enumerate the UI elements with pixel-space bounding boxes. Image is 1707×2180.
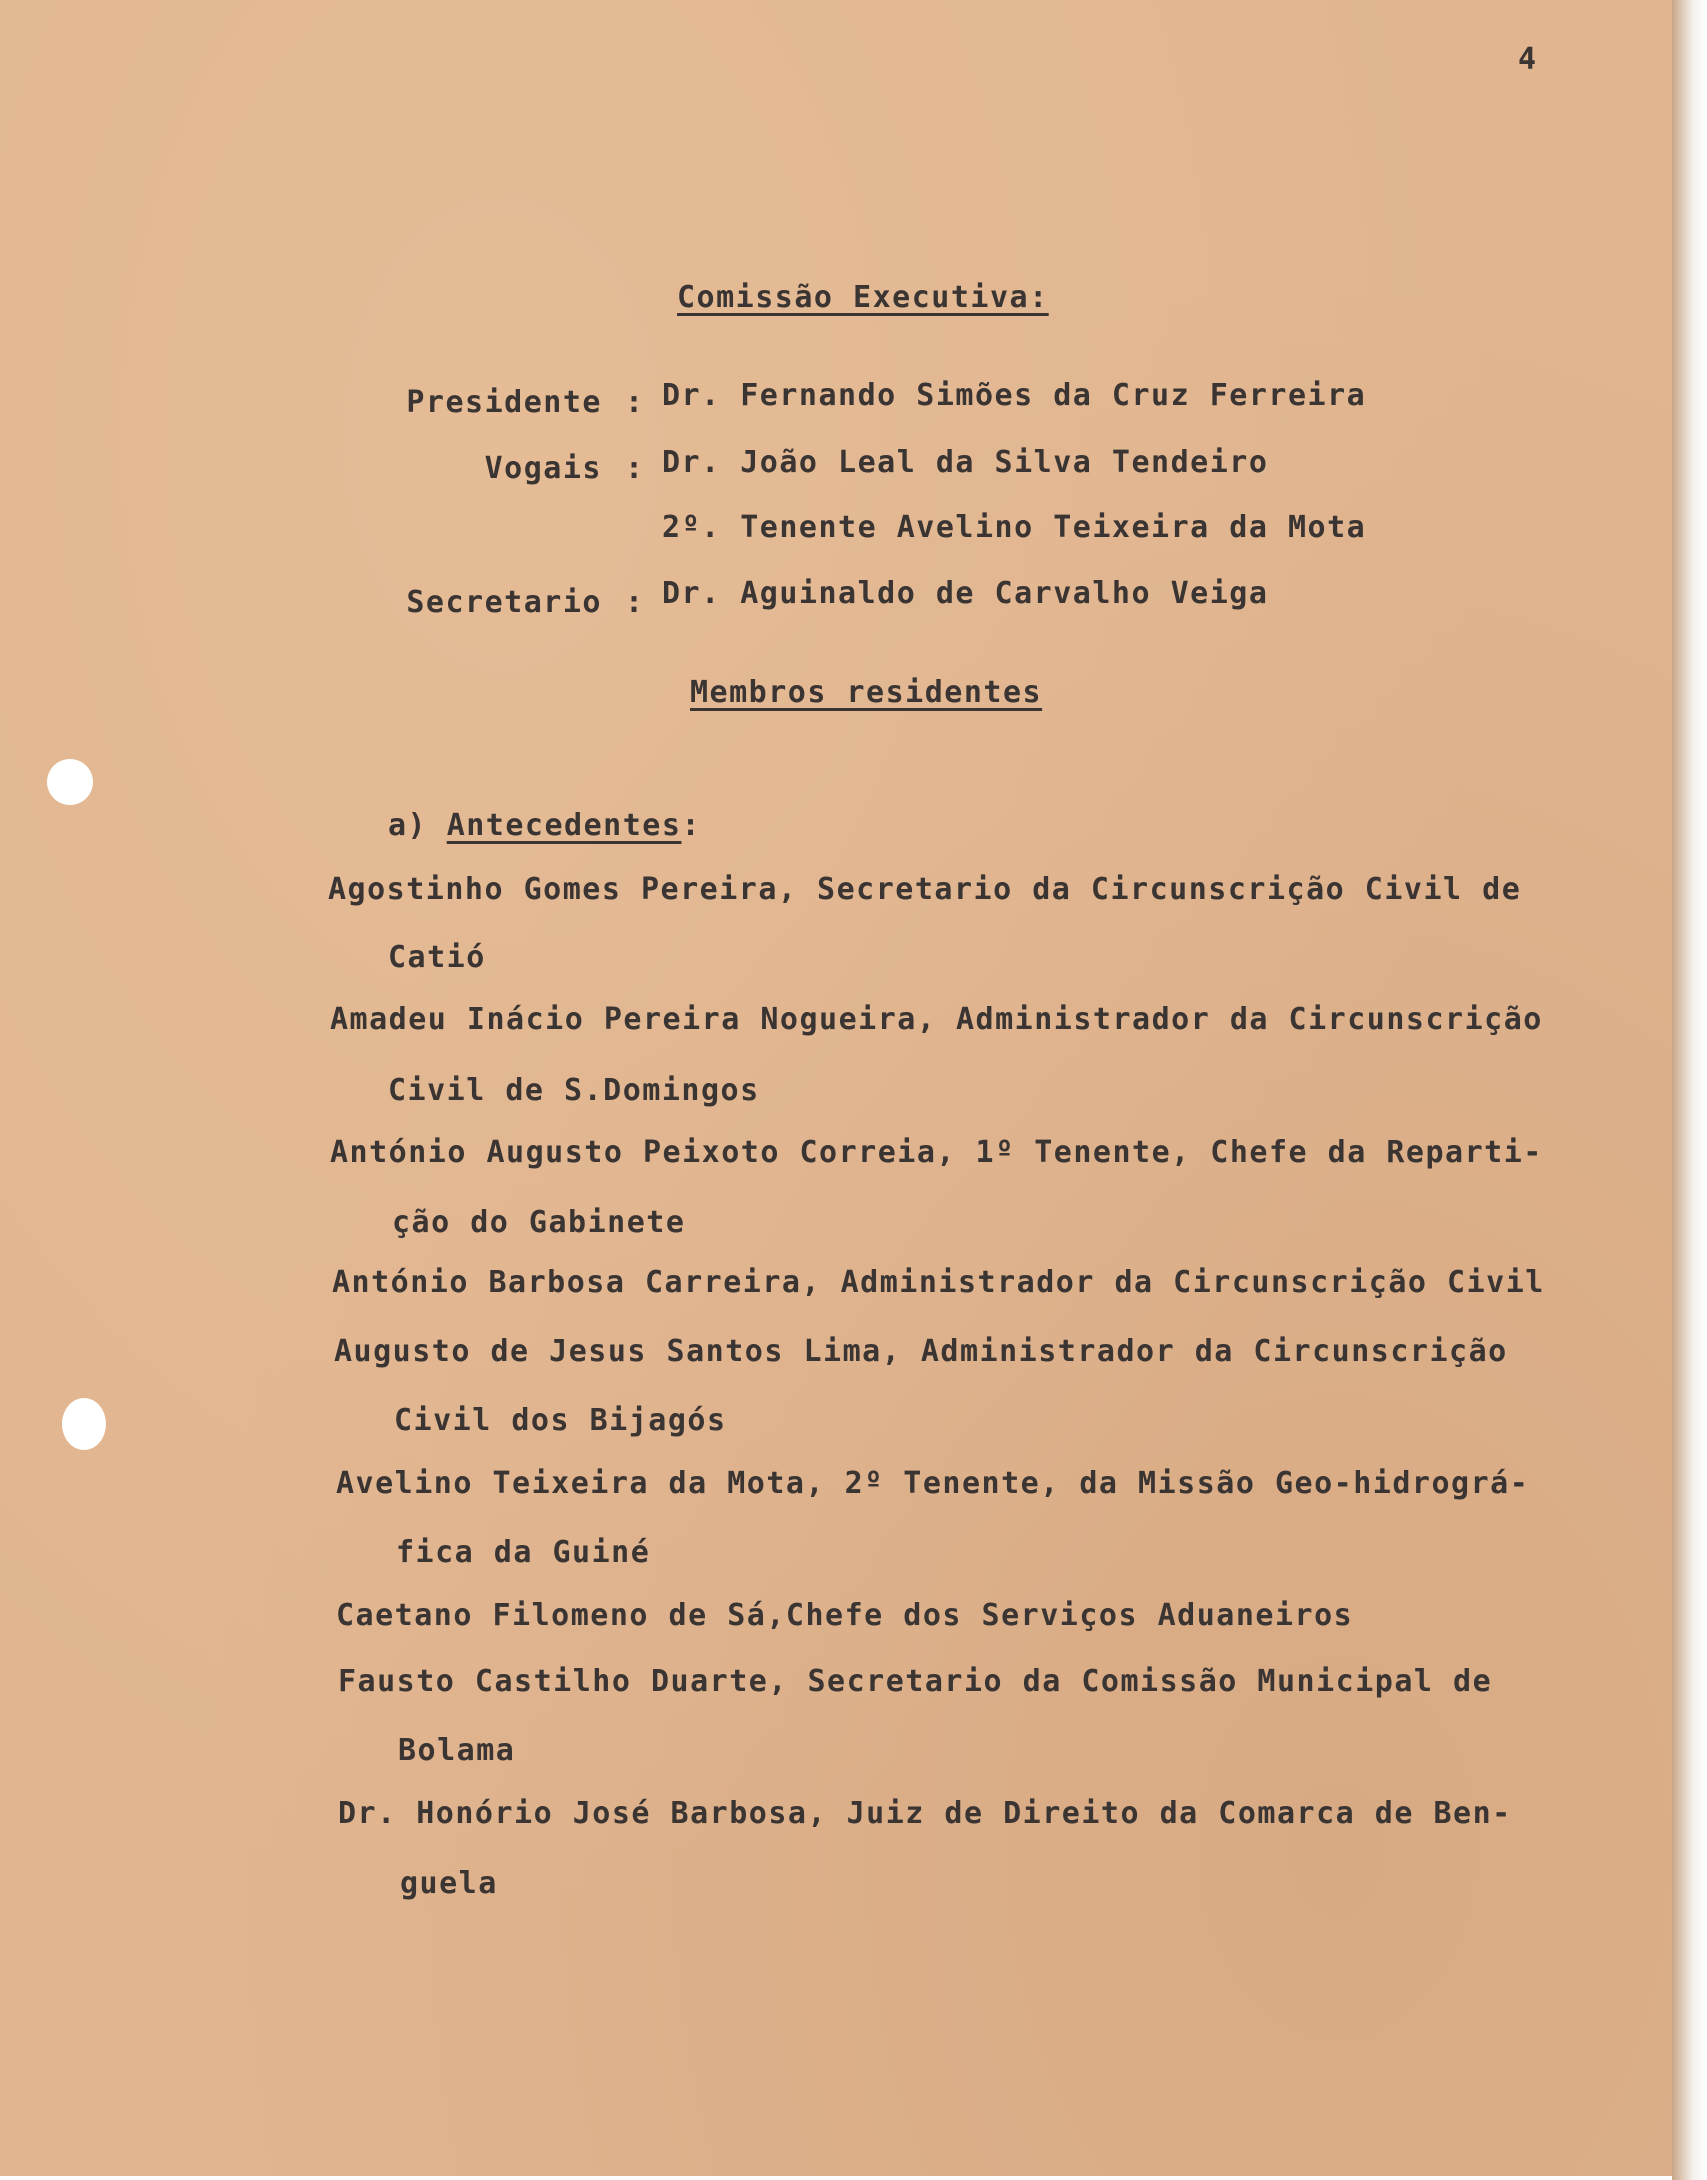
comissao-heading: Comissão Executiva: bbox=[677, 280, 1049, 315]
membros-heading: Membros residentes bbox=[690, 675, 1043, 710]
entry-line: António Augusto Peixoto Correia, 1º Tenente, Chefe da Reparti- bbox=[330, 1135, 1543, 1170]
entry-line: Dr. Honório José Barbosa, Juiz de Direito da Comarca de Ben- bbox=[338, 1796, 1512, 1831]
subsection-title: Antecedentes bbox=[446, 808, 682, 843]
entry-line: António Barbosa Carreira, Administrador da Circunscrição Civil bbox=[332, 1265, 1545, 1300]
entry-line: Avelino Teixeira da Mota, 2º Tenente, da Missão Geo-hidrográ- bbox=[336, 1466, 1530, 1501]
entry-line: Fausto Castilho Duarte, Secretario da Comissão Municipal de bbox=[338, 1664, 1493, 1699]
name-vogal-1: Dr. João Leal da Silva Tendeiro bbox=[662, 445, 1269, 480]
page-number: 4 bbox=[1518, 42, 1538, 77]
entry-line-cont: fica da Guiné bbox=[396, 1535, 651, 1570]
entry-line: Amadeu Inácio Pereira Nogueira, Administrador da Circunscrição bbox=[330, 1002, 1543, 1037]
entry-line-cont: Catió bbox=[388, 940, 486, 975]
page-edge bbox=[1672, 0, 1707, 2180]
role-secretario: Secretario bbox=[406, 585, 602, 620]
entry-line-cont: ção do Gabinete bbox=[392, 1205, 686, 1240]
entry-line-cont: Civil dos Bijagós bbox=[394, 1403, 727, 1438]
entry-line: Agostinho Gomes Pereira, Secretario da Circunscrição Civil de bbox=[328, 872, 1522, 907]
entry-line-cont: Civil de S.Domingos bbox=[388, 1073, 760, 1108]
name-vogal-2: 2º. Tenente Avelino Teixeira da Mota bbox=[662, 510, 1367, 545]
entry-line: Augusto de Jesus Santos Lima, Administrador da Circunscrição bbox=[334, 1334, 1508, 1369]
entry-line: Caetano Filomeno de Sá,Chefe dos Serviços Aduaneiros bbox=[336, 1598, 1354, 1633]
subsection-label bbox=[388, 808, 701, 843]
name-secretario: Dr. Aguinaldo de Carvalho Veiga bbox=[662, 576, 1269, 611]
sep-presidente: : bbox=[625, 385, 645, 420]
entry-line-cont: Bolama bbox=[398, 1733, 516, 1768]
entry-line-cont: guela bbox=[400, 1866, 498, 1901]
sep-secretario: : bbox=[625, 585, 645, 620]
punch-hole-top bbox=[47, 759, 93, 805]
sep-vogais: : bbox=[625, 451, 645, 486]
punch-hole-bottom bbox=[62, 1398, 106, 1450]
name-presidente: Dr. Fernando Simões da Cruz Ferreira bbox=[662, 378, 1367, 413]
subsection-colon: : bbox=[681, 808, 701, 843]
role-presidente: Presidente bbox=[406, 385, 602, 420]
subsection-prefix: a) bbox=[388, 808, 428, 843]
role-vogais: Vogais bbox=[484, 451, 602, 486]
